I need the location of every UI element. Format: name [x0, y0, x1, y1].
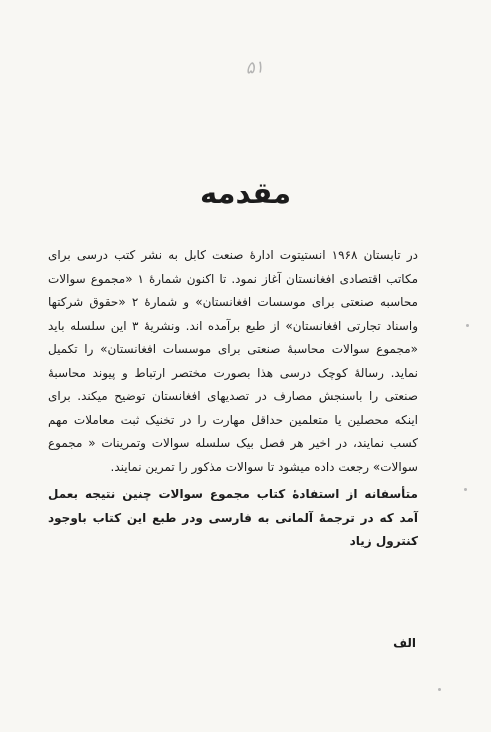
handwritten-page-note: ۵۱	[244, 57, 265, 79]
body-text	[48, 244, 418, 554]
margin-speck	[464, 488, 467, 491]
page-number-letter: الف	[393, 636, 416, 650]
paragraph-1: در تابستان ۱۹۶۸ انستیتوت ادارهٔ صنعت کابل به نشر کتب درسی برای مکاتب اقتصادی افغانستان آغاز نمود. تا اکنون شمارهٔ ۱ «مجموع سوالات محاسبه صنعتی برای موسسات افغانستان» و شمارهٔ ۲ «حقوق شرکتها واسناد تجارتی افغانستان» از طبع برآمده اند. ونشریهٔ ۳ این سلسله باید «مجموع سوالات محاسبهٔ صنعتی برای موسسات افغانستان» را تکمیل نماید. رسالهٔ کوچک درسی هذا بصورت مختصر ارتباط و پیوند محاسبهٔ صنعتی را باسنجش مصارف در تصدیهای افغانستان توضیح میکند. برای اینکه محصلین یا متعلمین حداقل مهارت را در تخنیک ثبت معاملات مهم کسب نمایند، در اخیر هر فصل بیک سلسله سوالات وتمرینات « مجموع سوالات» رجعت داده میشود تا سوالات مذکور را تمرین نمایند.	[48, 248, 419, 474]
paragraph-2: متأسفانه از استفادهٔ کتاب مجموع سوالات چنین نتیجه بعمل آمد که در ترجمهٔ آلمانی به فارسی ودر طبع این کتاب باوجود کنترول زیاد	[48, 487, 418, 548]
margin-speck	[466, 324, 469, 327]
page-title: مقدمه	[199, 176, 292, 210]
margin-speck	[438, 688, 441, 691]
